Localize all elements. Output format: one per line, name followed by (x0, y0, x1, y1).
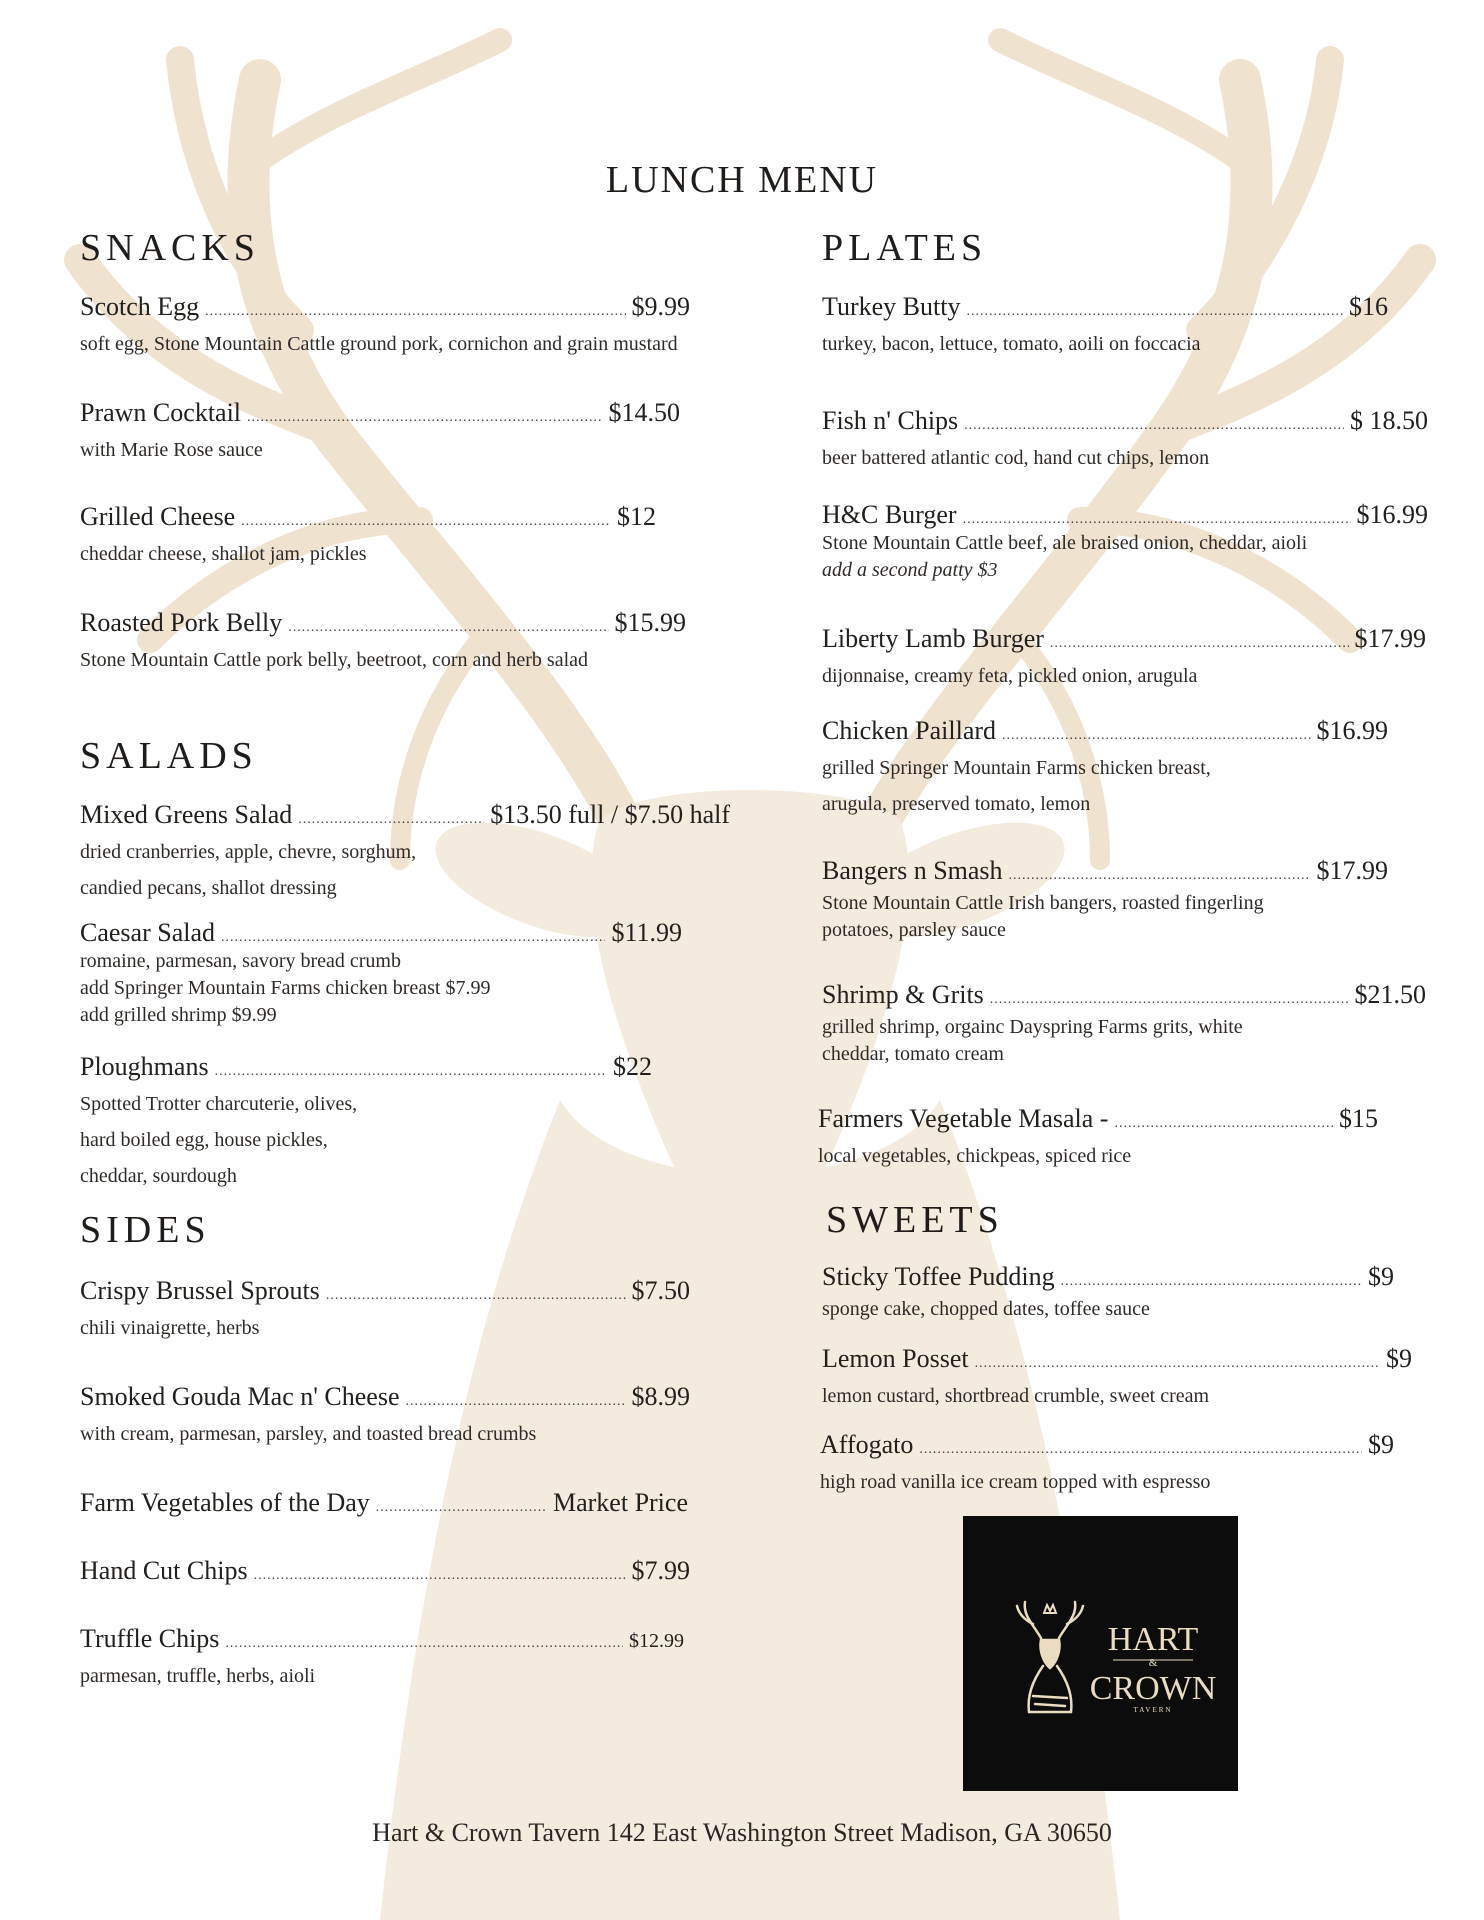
item-price: $9 (1368, 1430, 1394, 1459)
item-price: $9 (1368, 1262, 1394, 1291)
menu-item (822, 716, 1388, 822)
section-title-plates: PLATES (822, 227, 988, 269)
item-price: $8.99 (631, 1382, 690, 1411)
item-name: Chicken Paillard (822, 716, 997, 745)
footer-address: Hart & Crown Tavern 142 East Washington Street Madison, GA 30650 (372, 1818, 1112, 1847)
item-name: H&C Burger (822, 500, 957, 529)
item-price: $12.99 (629, 1630, 684, 1652)
item-description: beer battered atlantic cod, hand cut chips, lemon (822, 447, 1210, 469)
menu-item (822, 406, 1428, 476)
item-name: Crispy Brussel Sprouts (80, 1276, 320, 1305)
menu-item (80, 1624, 684, 1694)
menu-item (80, 800, 730, 906)
item-description: cheddar cheese, shallot jam, pickles (80, 543, 367, 565)
menu-item (822, 500, 1428, 583)
menu-item (80, 1382, 690, 1452)
item-description: Stone Mountain Cattle pork belly, beetroot, corn and herb salad (80, 649, 589, 671)
item-name: Sticky Toffee Pudding (822, 1262, 1055, 1291)
dot-leader (215, 1064, 607, 1080)
item-price: $ 18.50 (1350, 406, 1428, 435)
item-description: parmesan, truffle, herbs, aioli (80, 1665, 316, 1687)
item-name: Truffle Chips (80, 1624, 220, 1653)
dot-leader (1050, 636, 1349, 652)
desc-line: Stone Mountain Cattle Irish bangers, roasted fingerling (822, 892, 1264, 914)
item-description: sponge cake, chopped dates, toffee sauce (822, 1298, 1150, 1320)
item-description: high road vanilla ice cream topped with espresso (820, 1471, 1211, 1493)
item-name: Caesar Salad (80, 918, 216, 947)
hart-crown-logo (963, 1516, 1238, 1791)
desc-line: candied pecans, shallot dressing (80, 877, 337, 899)
dot-leader (406, 1394, 626, 1410)
item-note: add a second patty $3 (822, 559, 998, 581)
desc-line: grilled Springer Mountain Farms chicken breast, (822, 757, 1211, 779)
menu-item (822, 1344, 1412, 1414)
item-description (80, 1086, 652, 1194)
desc-line: add Springer Mountain Farms chicken breast $7.99 (80, 977, 491, 999)
menu-item (822, 624, 1426, 694)
item-name: Farm Vegetables of the Day (80, 1488, 370, 1517)
dot-leader (376, 1500, 547, 1516)
menu-item (822, 292, 1388, 362)
item-name: Prawn Cocktail (80, 398, 242, 427)
desc-line: Spotted Trotter charcuterie, olives, (80, 1093, 358, 1115)
stag-logo-icon (963, 1516, 1238, 1791)
desc-line: grilled shrimp, orgainc Dayspring Farms grits, white (822, 1016, 1243, 1038)
item-price: $12 (617, 502, 656, 531)
desc-line: add grilled shrimp $9.99 (80, 1004, 277, 1026)
dot-leader (963, 512, 1351, 528)
item-name: Shrimp & Grits (822, 980, 984, 1009)
item-price: $21.50 (1354, 980, 1426, 1009)
dot-leader (288, 620, 608, 636)
section-title-sides: SIDES (80, 1209, 211, 1251)
menu-item (822, 980, 1426, 1068)
item-name: Bangers n Smash (822, 856, 1003, 885)
section-title-salads: SALADS (80, 735, 258, 777)
dot-leader (1061, 1274, 1362, 1290)
dot-leader (964, 418, 1344, 434)
item-description: turkey, bacon, lettuce, tomato, aoili on foccacia (822, 333, 1201, 355)
item-name: Fish n' Chips (822, 406, 959, 435)
desc-line: romaine, parmesan, savory bread crumb (80, 950, 401, 972)
item-name: Affogato (820, 1430, 914, 1459)
item-price: $17.99 (1354, 624, 1426, 653)
dot-leader (1009, 868, 1311, 884)
item-price: $7.99 (631, 1556, 690, 1585)
menu-item (80, 502, 656, 572)
menu-item (80, 292, 690, 362)
dot-leader (221, 930, 605, 946)
dot-leader (241, 514, 611, 530)
item-name: Hand Cut Chips (80, 1556, 248, 1585)
dot-leader (326, 1288, 626, 1304)
menu-item (80, 608, 686, 678)
item-price: $16 (1349, 292, 1388, 321)
item-description: local vegetables, chickpeas, spiced rice (818, 1145, 1132, 1167)
menu-item (80, 398, 680, 468)
dot-leader (254, 1568, 626, 1584)
item-name: Farmers Vegetable Masala - (818, 1104, 1109, 1133)
dot-leader (1114, 1116, 1333, 1132)
logo-line1: HART (1107, 1621, 1199, 1658)
item-name: Grilled Cheese (80, 502, 236, 531)
item-description: dijonnaise, creamy feta, pickled onion, arugula (822, 665, 1198, 687)
dot-leader (298, 812, 484, 828)
item-price: Market Price (552, 1488, 688, 1517)
item-description: with Marie Rose sauce (80, 439, 263, 461)
menu-item (818, 1104, 1378, 1174)
item-description (822, 1014, 1426, 1068)
item-price: $17.99 (1316, 856, 1388, 885)
item-description: Stone Mountain Cattle beef, ale braised onion, cheddar, aioli (822, 532, 1308, 554)
item-description: chili vinaigrette, herbs (80, 1317, 260, 1339)
item-price: $9.99 (631, 292, 690, 321)
menu-item (80, 1488, 688, 1518)
item-description: lemon custard, shortbread crumble, sweet cream (822, 1385, 1210, 1407)
item-price: $15.99 (614, 608, 686, 637)
menu-item (80, 918, 682, 1029)
item-description: with cream, parmesan, parsley, and toasted bread crumbs (80, 1423, 537, 1445)
desc-line: cheddar, sourdough (80, 1165, 237, 1187)
item-price: $15 (1339, 1104, 1378, 1133)
item-price: $11.99 (611, 918, 682, 947)
item-description (80, 834, 730, 906)
item-price: $16.99 (1316, 716, 1388, 745)
item-price: $22 (613, 1052, 652, 1081)
desc-line: hard boiled egg, house pickles, (80, 1129, 328, 1151)
item-name: Liberty Lamb Burger (822, 624, 1044, 653)
item-description (80, 948, 682, 1029)
dot-leader (247, 410, 602, 426)
item-price: $9 (1386, 1344, 1412, 1373)
item-name: Smoked Gouda Mac n' Cheese (80, 1382, 400, 1411)
desc-line: arugula, preserved tomato, lemon (822, 793, 1091, 815)
logo-line2: CROWN (1089, 1670, 1217, 1707)
logo-amp: & (1148, 1657, 1158, 1669)
section-title-snacks: SNACKS (80, 227, 260, 269)
desc-line: cheddar, tomato cream (822, 1043, 1004, 1065)
item-description: soft egg, Stone Mountain Cattle ground pork, cornichon and grain mustard (80, 333, 678, 355)
menu-item (822, 856, 1388, 944)
item-price: $7.50 (631, 1276, 690, 1305)
dot-leader (990, 992, 1349, 1008)
page-title: LUNCH MENU (605, 159, 879, 201)
item-price: $16.99 (1356, 500, 1428, 529)
item-price: $13.50 full / $7.50 half (490, 800, 730, 829)
item-name: Turkey Butty (822, 292, 961, 321)
dot-leader (205, 304, 625, 320)
dot-leader (975, 1356, 1380, 1372)
section-title-sweets: SWEETS (826, 1199, 1004, 1241)
logo-sub: TAVERN (1133, 1706, 1173, 1714)
desc-line: dried cranberries, apple, chevre, sorghum, (80, 841, 417, 863)
item-name: Scotch Egg (80, 292, 200, 321)
menu-item (80, 1276, 690, 1346)
dot-leader (919, 1442, 1362, 1458)
item-description (822, 750, 1388, 822)
dot-leader (225, 1636, 623, 1652)
menu-item (822, 1262, 1394, 1323)
item-name: Ploughmans (80, 1052, 209, 1081)
item-name: Roasted Pork Belly (80, 608, 283, 637)
item-price: $14.50 (608, 398, 680, 427)
menu-item (80, 1052, 652, 1194)
dot-leader (966, 304, 1343, 320)
menu-item (80, 1556, 690, 1586)
item-description (822, 890, 1388, 944)
desc-line: potatoes, parsley sauce (822, 919, 1006, 941)
dot-leader (1002, 728, 1310, 744)
item-name: Mixed Greens Salad (80, 800, 293, 829)
menu-item (820, 1430, 1394, 1500)
item-name: Lemon Posset (822, 1344, 969, 1373)
